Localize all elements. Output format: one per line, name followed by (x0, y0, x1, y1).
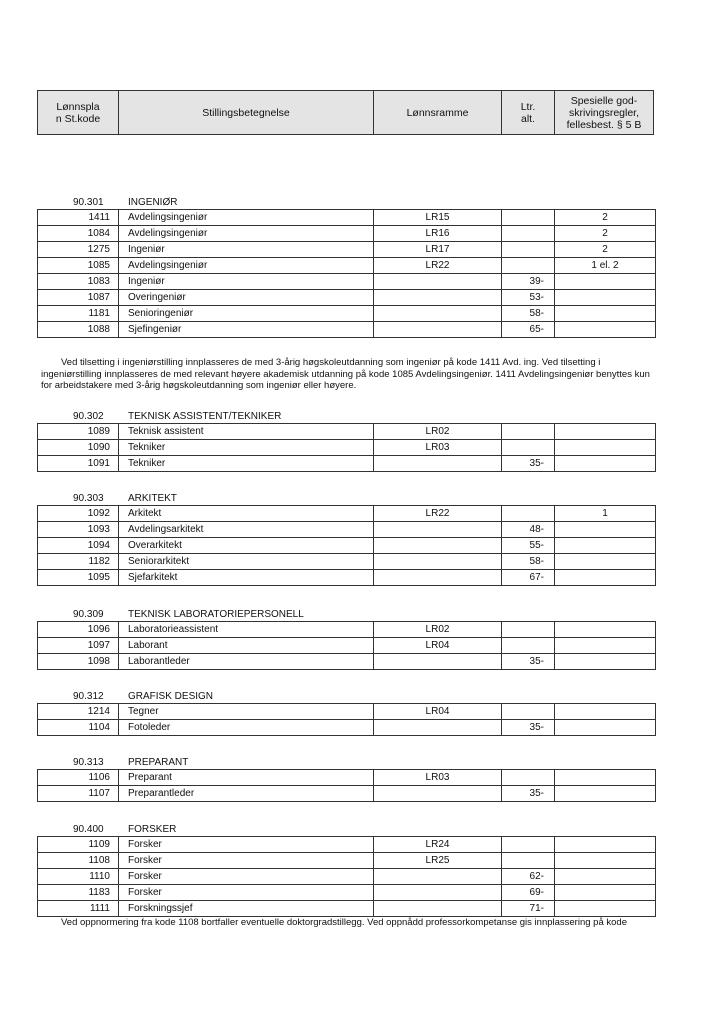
position-code: 1275 (38, 242, 119, 257)
position-code: 1090 (38, 440, 119, 455)
position-title: Avdelingsarkitekt (119, 522, 374, 537)
header-special-rules: Spesielle god- skrivingsregler, fellesbest. § 5 B (566, 94, 642, 131)
section-rows (37, 424, 656, 472)
position-title: Preparantleder (119, 786, 374, 801)
ltr-alt (502, 837, 555, 852)
position-title: Ingeniør (119, 242, 374, 257)
header-ltr: Ltr. alt. (502, 91, 555, 134)
ltr-alt: 55- (502, 538, 555, 553)
table-row (38, 322, 656, 338)
special-rules (555, 885, 656, 900)
section-rows (37, 622, 656, 670)
section-code: 90.313 (73, 757, 104, 768)
special-rules: 2 (555, 210, 656, 225)
table-row (38, 720, 656, 736)
ltr-alt: 53- (502, 290, 555, 305)
salary-range: LR04 (374, 638, 502, 653)
special-rules: 2 (555, 226, 656, 241)
ltr-alt: 58- (502, 306, 555, 321)
special-rules (555, 322, 656, 337)
footer-note: Ved oppnormering fra kode 1108 bortfaller eventuelle doktorgradstillegg. Ved oppnådd professorkompetanse gis innplassering på kode (61, 917, 627, 928)
salary-range (374, 322, 502, 337)
table-row (38, 242, 656, 258)
ltr-alt: 39- (502, 274, 555, 289)
position-title: Senioringeniør (119, 306, 374, 321)
position-title: Seniorarkitekt (119, 554, 374, 569)
special-rules (555, 538, 656, 553)
salary-range: LR25 (374, 853, 502, 868)
position-title: Forsker (119, 853, 374, 868)
section-laboratoriepersonell (37, 608, 656, 670)
salary-range: LR15 (374, 210, 502, 225)
ltr-alt: 58- (502, 554, 555, 569)
table-row (38, 306, 656, 322)
position-title: Overingeniør (119, 290, 374, 305)
special-rules (555, 306, 656, 321)
section-title (37, 608, 656, 622)
section-title (37, 410, 656, 424)
position-title: Ingeniør (119, 274, 374, 289)
salary-range (374, 720, 502, 735)
ltr-alt (502, 704, 555, 719)
section-title (37, 196, 656, 210)
salary-range (374, 786, 502, 801)
section-name: ARKITEKT (128, 493, 177, 504)
position-code: 1097 (38, 638, 119, 653)
header-plan-code: Lønnspla n St.kode (38, 91, 119, 134)
position-title: Forsker (119, 869, 374, 884)
salary-range: LR02 (374, 622, 502, 637)
special-rules: 2 (555, 242, 656, 257)
salary-range (374, 274, 502, 289)
table-row (38, 258, 656, 274)
position-code: 1098 (38, 654, 119, 669)
position-code: 1094 (38, 538, 119, 553)
special-rules (555, 554, 656, 569)
position-code: 1095 (38, 570, 119, 585)
position-title: Forsker (119, 885, 374, 900)
special-rules (555, 786, 656, 801)
salary-range (374, 869, 502, 884)
special-rules (555, 424, 656, 439)
header-title: Stillingsbetegnelse (119, 91, 374, 134)
salary-range (374, 290, 502, 305)
ltr-alt (502, 506, 555, 521)
position-title: Avdelingsingeniør (119, 210, 374, 225)
table-row (38, 226, 656, 242)
position-code: 1083 (38, 274, 119, 289)
table-row (38, 456, 656, 472)
section-arkitekt (37, 492, 656, 586)
special-rules (555, 869, 656, 884)
section-title (37, 690, 656, 704)
position-title: Laboratorieassistent (119, 622, 374, 637)
salary-range (374, 654, 502, 669)
table-row (38, 786, 656, 802)
position-title: Arkitekt (119, 506, 374, 521)
ltr-alt: 62- (502, 869, 555, 884)
table-row (38, 869, 656, 885)
position-title: Forskningssjef (119, 901, 374, 916)
position-title: Teknisk assistent (119, 424, 374, 439)
ltr-alt: 35- (502, 456, 555, 471)
ltr-alt: 67- (502, 570, 555, 585)
special-rules: 1 (555, 506, 656, 521)
section-name: TEKNISK ASSISTENT/TEKNIKER (128, 411, 282, 422)
table-row (38, 704, 656, 720)
special-rules (555, 290, 656, 305)
ltr-alt (502, 258, 555, 273)
salary-range (374, 901, 502, 916)
table-row (38, 638, 656, 654)
table-row (38, 522, 656, 538)
position-title: Laborantleder (119, 654, 374, 669)
position-title: Laborant (119, 638, 374, 653)
special-rules (555, 622, 656, 637)
position-title: Overarkitekt (119, 538, 374, 553)
section-title (37, 492, 656, 506)
table-row (38, 210, 656, 226)
section-ingenior (37, 196, 656, 338)
position-title: Avdelingsingeniør (119, 226, 374, 241)
position-title: Forsker (119, 837, 374, 852)
section-code: 90.309 (73, 609, 104, 620)
ltr-alt: 69- (502, 885, 555, 900)
table-row (38, 570, 656, 586)
salary-range: LR22 (374, 258, 502, 273)
ltr-alt (502, 424, 555, 439)
salary-range (374, 885, 502, 900)
section-code: 90.303 (73, 493, 104, 504)
section-title (37, 756, 656, 770)
position-code: 1110 (38, 869, 119, 884)
section-name: FORSKER (128, 824, 177, 835)
salary-range: LR22 (374, 506, 502, 521)
ltr-alt: 35- (502, 720, 555, 735)
special-rules (555, 638, 656, 653)
salary-range: LR17 (374, 242, 502, 257)
special-rules (555, 274, 656, 289)
section-forsker (37, 823, 656, 917)
position-title: Fotoleder (119, 720, 374, 735)
table-row (38, 506, 656, 522)
position-code: 1091 (38, 456, 119, 471)
section-title (37, 823, 656, 837)
ltr-alt (502, 226, 555, 241)
salary-range: LR03 (374, 440, 502, 455)
salary-range (374, 306, 502, 321)
ltr-alt: 65- (502, 322, 555, 337)
ltr-alt (502, 853, 555, 868)
position-title: Avdelingsingeniør (119, 258, 374, 273)
section-grafisk-design (37, 690, 656, 736)
section-rows (37, 704, 656, 736)
special-rules (555, 440, 656, 455)
special-rules (555, 456, 656, 471)
position-code: 1108 (38, 853, 119, 868)
section-code: 90.400 (73, 824, 104, 835)
special-rules (555, 720, 656, 735)
position-title: Sjefarkitekt (119, 570, 374, 585)
table-header (37, 90, 654, 135)
special-rules (555, 522, 656, 537)
special-rules (555, 853, 656, 868)
table-row (38, 622, 656, 638)
ltr-alt (502, 622, 555, 637)
header-salary-range: Lønnsramme (374, 91, 502, 134)
salary-range: LR04 (374, 704, 502, 719)
engineer-note: Ved tilsetting i ingeniørstilling innplasseres de med 3-årig høgskoleutdanning som ingeniør på kode 1411 Avd. ing. Ved tilsetting i ingeniørstilling innplasseres de med relevant høyere akademisk utdanning på kode 1085 Avdelingsingeniør. 1411 Avdelingsingeniør benyttes kun for arbeidstakere med 3-årig høgskoleutdanning som ingeniør eller høyere. (41, 357, 650, 391)
position-title: Tekniker (119, 456, 374, 471)
section-name: PREPARANT (128, 757, 189, 768)
ltr-alt: 35- (502, 654, 555, 669)
ltr-alt (502, 638, 555, 653)
ltr-alt: 35- (502, 786, 555, 801)
table-row (38, 440, 656, 456)
section-rows (37, 506, 656, 586)
table-row (38, 554, 656, 570)
position-code: 1106 (38, 770, 119, 785)
position-code: 1093 (38, 522, 119, 537)
position-code: 1104 (38, 720, 119, 735)
table-row (38, 274, 656, 290)
salary-range (374, 554, 502, 569)
special-rules (555, 837, 656, 852)
section-name: GRAFISK DESIGN (128, 691, 214, 702)
ltr-alt: 71- (502, 901, 555, 916)
position-title: Preparant (119, 770, 374, 785)
table-row (38, 654, 656, 670)
salary-range: LR24 (374, 837, 502, 852)
special-rules (555, 704, 656, 719)
position-title: Sjefingeniør (119, 322, 374, 337)
ltr-alt: 48- (502, 522, 555, 537)
position-code: 1183 (38, 885, 119, 900)
section-code: 90.301 (73, 197, 104, 208)
table-row (38, 538, 656, 554)
salary-range (374, 522, 502, 537)
position-code: 1109 (38, 837, 119, 852)
position-code: 1088 (38, 322, 119, 337)
ltr-alt (502, 440, 555, 455)
position-code: 1111 (38, 901, 119, 916)
position-code: 1084 (38, 226, 119, 241)
table-row (38, 901, 656, 917)
table-row (38, 770, 656, 786)
salary-range: LR03 (374, 770, 502, 785)
section-preparant (37, 756, 656, 802)
position-code: 1411 (38, 210, 119, 225)
table-row (38, 424, 656, 440)
position-code: 1087 (38, 290, 119, 305)
special-rules (555, 901, 656, 916)
position-code: 1096 (38, 622, 119, 637)
position-code: 1085 (38, 258, 119, 273)
position-title: Tekniker (119, 440, 374, 455)
table-row (38, 885, 656, 901)
section-code: 90.312 (73, 691, 104, 702)
position-code: 1089 (38, 424, 119, 439)
section-code: 90.302 (73, 411, 104, 422)
salary-range (374, 538, 502, 553)
special-rules: 1 el. 2 (555, 258, 656, 273)
position-code: 1214 (38, 704, 119, 719)
special-rules (555, 770, 656, 785)
section-rows (37, 837, 656, 917)
ltr-alt (502, 210, 555, 225)
section-rows (37, 210, 656, 338)
section-name: TEKNISK LABORATORIEPERSONELL (128, 609, 304, 620)
salary-range: LR16 (374, 226, 502, 241)
section-teknisk-assistent (37, 410, 656, 472)
table-row (38, 853, 656, 869)
ltr-alt (502, 770, 555, 785)
position-code: 1092 (38, 506, 119, 521)
special-rules (555, 570, 656, 585)
position-code: 1182 (38, 554, 119, 569)
special-rules (555, 654, 656, 669)
table-row (38, 290, 656, 306)
salary-range (374, 570, 502, 585)
position-code: 1107 (38, 786, 119, 801)
salary-range: LR02 (374, 424, 502, 439)
table-row (38, 837, 656, 853)
position-title: Tegner (119, 704, 374, 719)
ltr-alt (502, 242, 555, 257)
salary-range (374, 456, 502, 471)
position-code: 1181 (38, 306, 119, 321)
section-rows (37, 770, 656, 802)
section-name: INGENIØR (128, 197, 178, 208)
